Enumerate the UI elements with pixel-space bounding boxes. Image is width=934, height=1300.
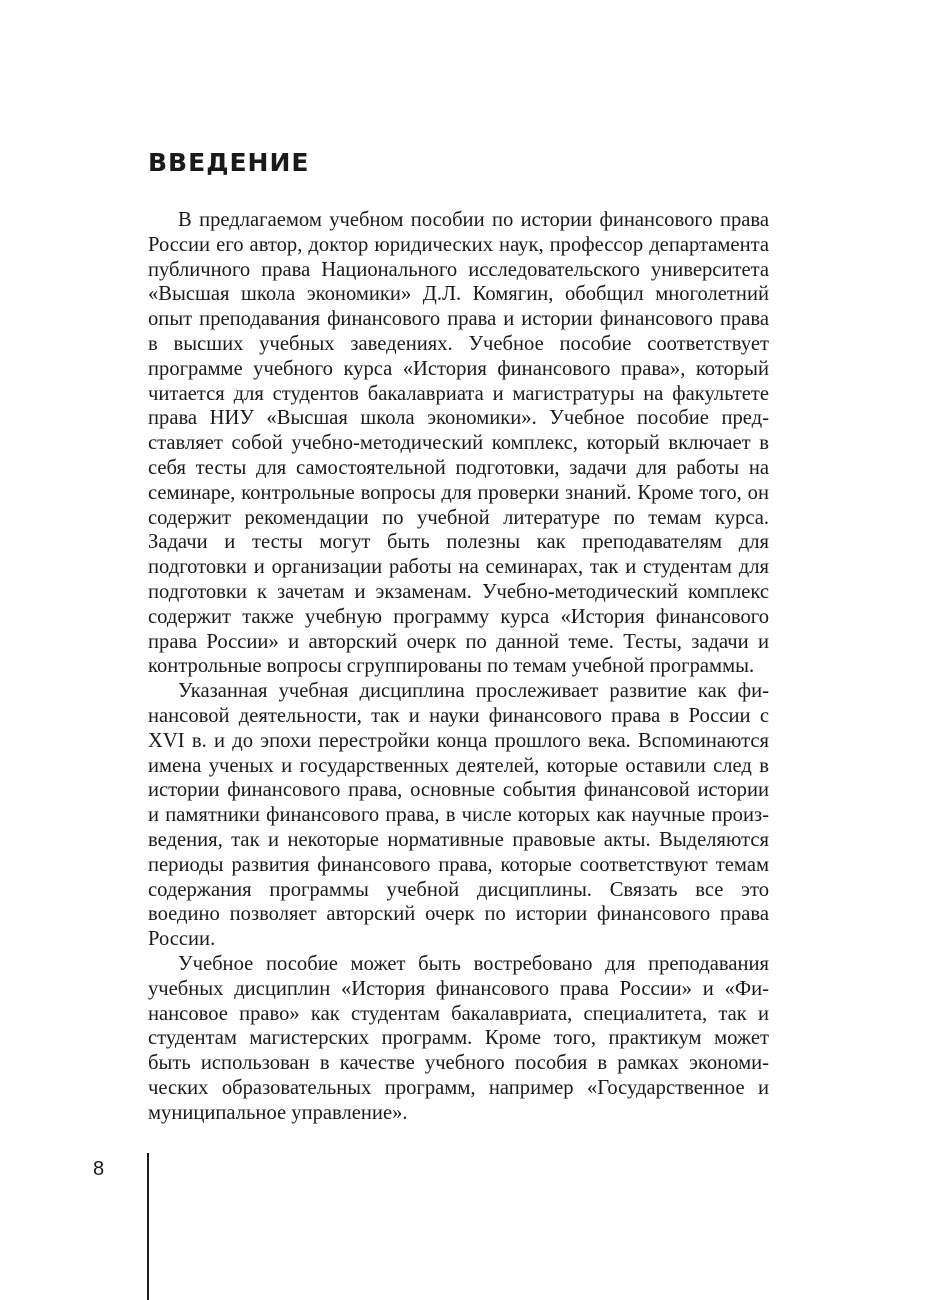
page-number: 8 (93, 1158, 105, 1180)
body-text (148, 208, 769, 1125)
paragraph-3: Учебное пособие может быть востребовано для преподавания учебных дисциплин «История финансового права России» и «Финансовое право» как студентам бакалавриата, специалитета, так и студентам магистерских программ. Кроме того, практикум может быть использован в качестве учебного пособия в рамках экономических образовательных программ, например «Государственное и муниципальное управление». (148, 952, 769, 1124)
paragraph-2: Указанная учебная дисциплина прослеживает развитие как финансовой деятельности, так и науки финансового права в России с XVI в. и до эпохи перестройки конца прошлого века. Вспоминаются имена ученых и государственных деятелей, которые оставили след в истории финансового права, основные события финансовой истории и памятники финансового права, в числе которых как научные произведения, так и некоторые нормативные правовые акты. Выделяются периоды развития финансового права, которые соответствуют темам содержания программы учебной дисциплины. Связать все это воедино позволяет авторский очерк по истории финансового права России. (148, 680, 769, 951)
paragraph-1: В предлагаемом учебном пособии по истории финансового права России его автор, доктор юридических наук, профессор департамента публичного права Национального исследовательского университета «Высшая школа экономики» Д.Л. Комягин, обобщил многолетний опыт преподавания финансового права и истории финансового права в высших учебных заведениях. Учебное пособие соответствует программе учебного курса «История финансового права», который читается для студентов бакалавриата и магистратуры на факультете права НИУ «Высшая школа экономики». Учебное пособие представляет собой учебно-методический комплекс, который включает в себя тесты для самостоятельной подготовки, задачи для работы на семинаре, контрольные вопросы для проверки знаний. Кроме того, он содержит рекомендации по учебной литературе по темам курса. Задачи и тесты могут быть полезны как преподавателям для подготовки и организации работы на семинарах, так и студентам для подготовки к зачетам и экзаменам. Учебно-методический комплекс содержит также учебную программу курса «История финансового права России» и авторский очерк по данной теме. Тесты, задачи и контрольные вопросы сгруппированы по темам учебной программы. (148, 209, 769, 678)
margin-rule (147, 1153, 149, 1300)
chapter-heading: ВВЕДЕНИЕ (148, 148, 310, 177)
